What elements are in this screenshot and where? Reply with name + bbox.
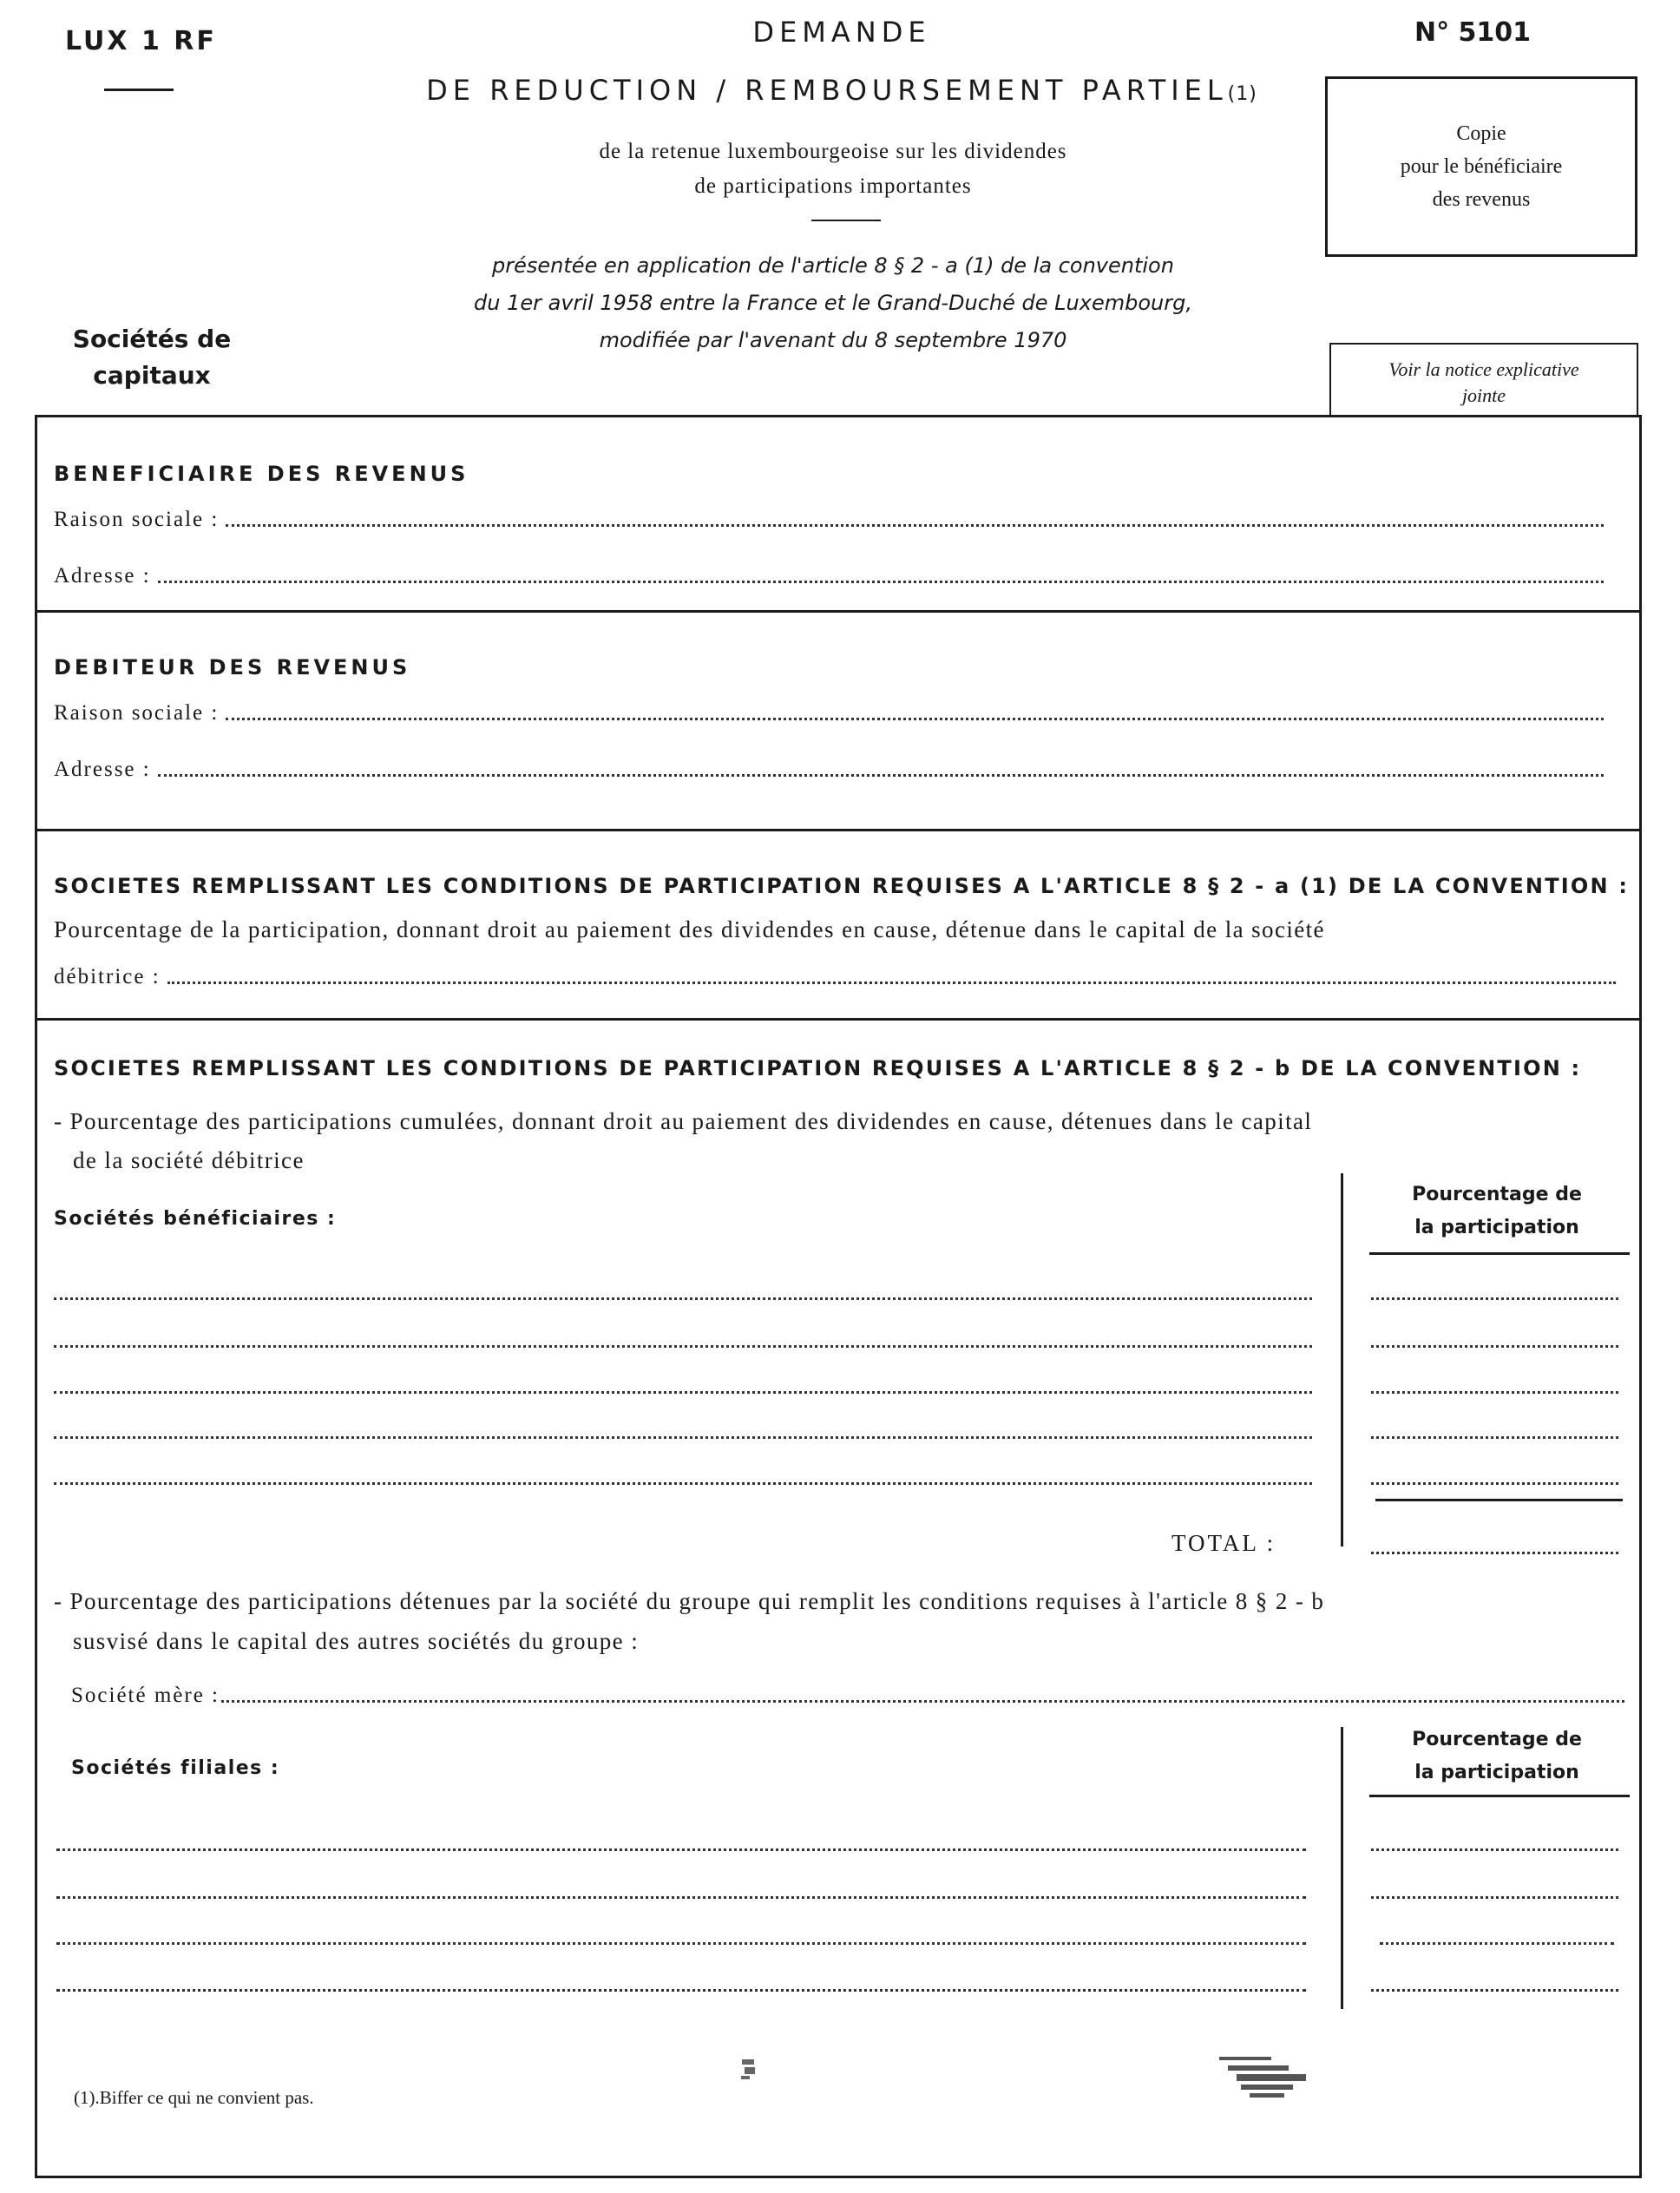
debtor-address-label: Adresse : (54, 758, 151, 781)
debtor-heading: DEBITEUR DES REVENUS (54, 655, 411, 680)
parent-company-label: Société mère : (71, 1684, 220, 1707)
scan-noise (1215, 2048, 1388, 2117)
legal-line1: présentée en application de l'article 8 § 2 - a (1) de la convention (492, 253, 1174, 278)
beneficiary-company-line[interactable] (54, 1345, 1312, 1348)
notice-line1: Voir la notice explicative (1388, 358, 1579, 380)
subsidiary-percentage-line[interactable] (1371, 1989, 1618, 1992)
section-b-heading: SOCIETES REMPLISSANT LES CONDITIONS DE PARTICIPATION REQUISES A L'ARTICLE 8 § 2 - b DE LA CONVENTION : (54, 1056, 1582, 1080)
subsidiary-companies-label: Sociétés filiales : (71, 1757, 280, 1779)
percentage-header2-rule (1369, 1795, 1630, 1797)
subtitle-line1: de la retenue luxembourgeoise sur les dividendes (599, 140, 1067, 163)
copy-line3: des revenus (1432, 188, 1531, 211)
debtor-name-field[interactable] (54, 701, 1604, 726)
percentage-column-header (1367, 1179, 1627, 1244)
percentage-entry-line[interactable] (1371, 1391, 1618, 1394)
subsidiary-percentage-line[interactable] (1380, 1942, 1614, 1945)
beneficiary-company-line[interactable] (54, 1391, 1312, 1394)
section-divider (35, 829, 1642, 831)
copy-line1: Copie (1456, 122, 1506, 145)
legal-line2: du 1er avril 1958 entre la France et le Grand-Duché de Luxembourg, (474, 291, 1192, 315)
percentage-header-rule (1369, 1252, 1630, 1255)
total-rule (1375, 1499, 1623, 1501)
percentage-header2-line2: la participation (1414, 1762, 1579, 1783)
section-a-text: Pourcentage de la participation, donnant droit au paiement des dividendes en cause, détenue dans le capital de la société (54, 916, 1325, 942)
section-divider (35, 610, 1642, 613)
total-entry-line[interactable] (1371, 1552, 1618, 1554)
category-line2: capitaux (93, 361, 211, 390)
beneficiary-company-line[interactable] (54, 1436, 1312, 1439)
section-b-item2-line2: susvisé dans le capital des autres sociétés du groupe : (73, 1628, 640, 1654)
column-divider (1341, 1727, 1343, 2009)
parent-company-field[interactable] (71, 1684, 1624, 1708)
section-b-item1-line1: - Pourcentage des participations cumulées, donnant droit au paiement des dividendes en cause, détenues dans le capital (54, 1108, 1313, 1134)
beneficiary-heading: BENEFICIAIRE DES REVENUS (54, 462, 469, 486)
beneficiary-company-line[interactable] (54, 1297, 1312, 1300)
copy-designation-box (1325, 76, 1637, 257)
subsidiary-company-line[interactable] (56, 1896, 1306, 1899)
percentage-header-line2: la participation (1414, 1217, 1579, 1238)
debtor-name-label: Raison sociale : (54, 701, 220, 725)
form-subtitle (486, 135, 1180, 204)
form-title-line1: DEMANDE (752, 16, 931, 49)
subtitle-line2: de participations importantes (694, 174, 972, 198)
subsidiary-company-line[interactable] (56, 1848, 1306, 1851)
percentage-entry-line[interactable] (1371, 1297, 1618, 1300)
footnote: (1).Biffer ce qui ne convient pas. (74, 2087, 314, 2108)
company-category (65, 321, 239, 394)
scan-noise (738, 2055, 764, 2090)
beneficiary-companies-label: Sociétés bénéficiaires : (54, 1208, 337, 1230)
percentage-entry-line[interactable] (1371, 1345, 1618, 1348)
form-title-line2 (373, 74, 1310, 107)
notice-line2: jointe (1461, 384, 1506, 406)
legal-basis (408, 247, 1258, 359)
column-divider (1341, 1173, 1343, 1546)
percentage-entry-line[interactable] (1371, 1482, 1618, 1485)
beneficiary-address-label: Adresse : (54, 564, 151, 588)
beneficiary-name-label: Raison sociale : (54, 508, 220, 531)
percentage-header-line1: Pourcentage de (1412, 1184, 1582, 1205)
subsidiary-percentage-line[interactable] (1371, 1896, 1618, 1899)
subsidiary-percentage-line[interactable] (1371, 1848, 1618, 1851)
notice-box (1329, 343, 1638, 417)
section-a-percentage-field[interactable] (54, 965, 1616, 989)
beneficiary-address-field[interactable] (54, 564, 1604, 588)
section-b-item2-line1: - Pourcentage des participations détenues par la société du groupe qui remplit les conditions requises à l'article 8 § 2 - b (54, 1588, 1325, 1614)
subsidiary-company-line[interactable] (56, 1989, 1306, 1992)
form-code: LUX 1 RF (65, 26, 217, 56)
subtitle-rule (811, 220, 881, 221)
percentage-column-header-2 (1367, 1724, 1627, 1789)
section-a-heading: SOCIETES REMPLISSANT LES CONDITIONS DE PARTICIPATION REQUISES A L'ARTICLE 8 § 2 - a (1) DE LA CONVENTION : (54, 874, 1630, 898)
debtor-address-field[interactable] (54, 758, 1604, 782)
beneficiary-name-field[interactable] (54, 508, 1604, 532)
total-label: TOTAL : (1171, 1530, 1276, 1556)
section-b-item1-line2: de la société débitrice (73, 1147, 305, 1173)
copy-line2: pour le bénéficiaire (1400, 155, 1563, 178)
percentage-entry-line[interactable] (1371, 1436, 1618, 1439)
form-title-text: DE REDUCTION / REMBOURSEMENT PARTIEL (426, 74, 1228, 107)
form-code-rule (104, 89, 174, 91)
section-divider (35, 1018, 1642, 1021)
form-number: N° 5101 (1414, 17, 1532, 48)
footnote-ref: (1) (1227, 83, 1257, 105)
section-a-percentage-label: débitrice : (54, 965, 161, 988)
percentage-header2-line1: Pourcentage de (1412, 1729, 1582, 1750)
category-line1: Sociétés de (72, 325, 232, 353)
beneficiary-company-line[interactable] (54, 1482, 1312, 1485)
legal-line3: modifiée par l'avenant du 8 septembre 1970 (599, 328, 1067, 352)
subsidiary-company-line[interactable] (56, 1942, 1306, 1945)
